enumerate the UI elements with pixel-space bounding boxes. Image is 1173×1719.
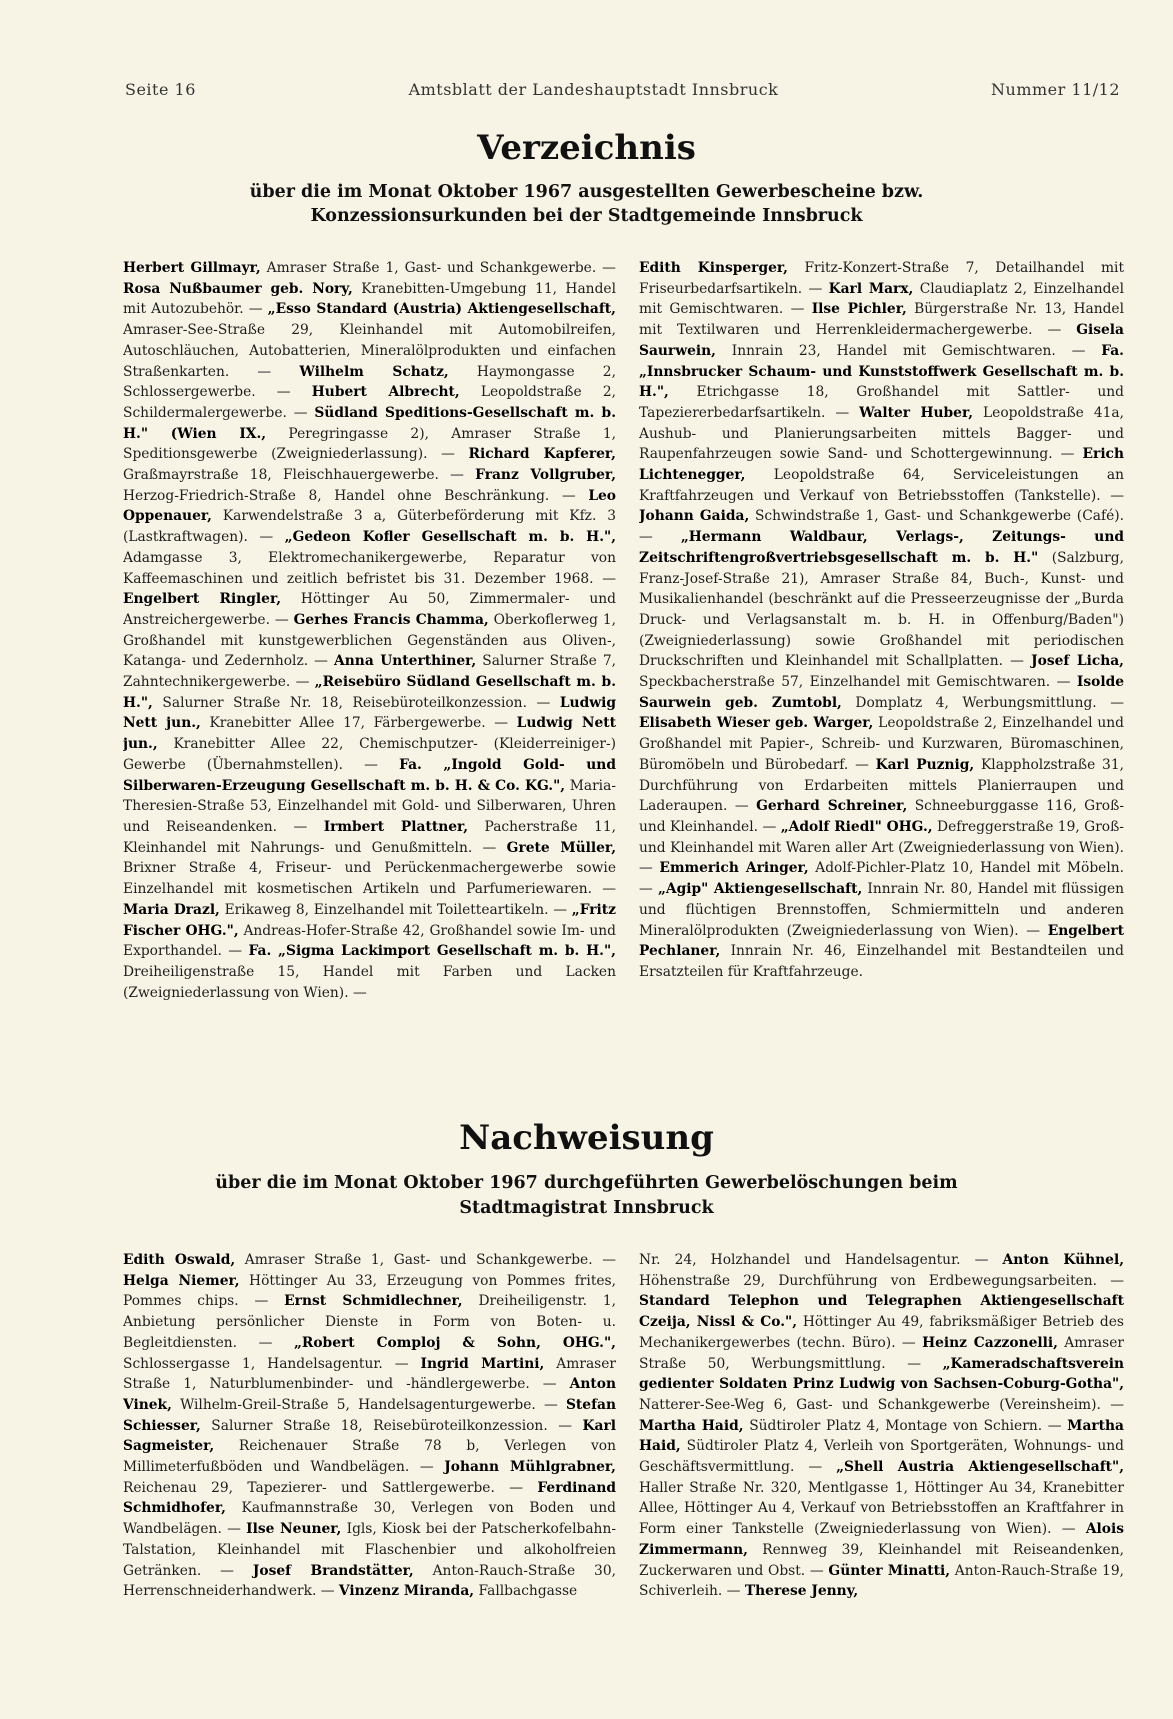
entry-name: Edith Kinsperger, [639,260,788,276]
entry [123,260,616,276]
entry-text: Graßmayrstraße 18, Fleischhauergewerbe. — [123,467,476,484]
entry [745,1583,858,1599]
entry-name: Therese Jenny, [744,1583,859,1600]
entry [639,1418,1067,1434]
entry-name: Maria Drazl, [123,901,220,918]
entry-name: „Shell Austria Aktiengesellschaft", [836,1459,1124,1476]
entry-name: Grete Müller, [506,839,616,856]
entry-name: Fa. „Innsbrucker Schaum- und Kunststoffwerk Gesellschaft m. b. H.", [639,342,1124,401]
entry-text: Oberkoflerweg 1, Großhandel mit kunstgewerblichen Gegenständen aus Oliven-, Katanga- und Zedernholz. — [123,611,616,670]
entry-text: Igls, Kiosk bei der Patscherkofelbahn-Talstation, Kleinhandel mit Flaschenbier und alkoholfreien Getränken. — [123,1521,616,1579]
entry-text: Erikaweg 8, Einzelhandel mit Toiletteartikeln. — [219,901,572,918]
entry-name: Alois Zimmermann, [639,1521,1124,1558]
nachweisung-right-column [639,1250,1124,1660]
entry-name: Südland Speditions-Gesellschaft m. b. H." (Wien IX., [123,404,616,442]
entry-name: „Adolf Riedl" OHG., [780,818,933,835]
entry-text: Peregringasse 2), Amraser Straße 1, Speditionsgewerbe (Zweigniederlassung). — [123,425,616,463]
entry-text: Höttinger Au 50, Zimmermaler- und Anstreichergewerbe. — [123,591,616,628]
entry-text: Natterer-See-Weg 6, Gast- und Schankgewerbe (Vereinsheim). — [639,1396,1124,1413]
entry-name: Gisela Saurwein, [639,322,1124,359]
entry-name: Ingrid Martini, [420,1355,545,1372]
entry-text: Höttinger Au 49, fabriksmäßiger Betrieb des Mechanikergewerbes (techn. Büro). — [639,1314,1124,1351]
entry-name: Helga Niemer, [123,1272,240,1289]
entry-name: Ernst Schmidlechner, [284,1293,463,1310]
entry-text: Höhenstraße 29, Durchführung von Erdbewegungsarbeiten. — [639,1272,1124,1289]
entry-name: Hubert Albrecht, [311,384,460,401]
entry-text: Kranebitten-Umgebung 11, Handel mit Autozubehör. — [123,280,616,318]
entry-text: Amraser Straße 1, Gast- und Schankgewerbe. — [260,260,616,276]
entry-name: Edith Oswald, [123,1252,236,1268]
entry [123,1252,616,1268]
entry-name: Anton Vinek, [123,1376,616,1413]
entry-text: Rennweg 39, Kleinhandel mit Reiseandenken, Zuckerwaren und Obst. — [639,1541,1124,1579]
entry-text: Südtiroler Platz 4, Verleih von Sportgeräten, Wohnungs- und Geschäftsvermittlung. — [639,1438,1124,1476]
entry-name: Anton Kühnel, [1002,1252,1124,1268]
entry-name: „Agip" Aktiengesellschaft, [657,881,863,898]
entry-text: Amraser Straße 1, Gast- und Schankgewerbe. — [235,1252,616,1268]
entry-name: Gerhes Francis Chamma, [293,611,489,628]
nachweisung-subtitle-2: Stadtmagistrat Innsbruck [459,1198,714,1218]
entry-text: Innrain 23, Handel mit Gemischtwaren. — [715,342,1102,359]
entry-text: Leopoldstraße 2, Einzelhandel und Großhandel mit Papier-, Schreib- und Kurzwaren, Büromaschinen, Büromöbeln und Bürobedarf. — [639,715,1124,773]
entry-text: Bürgerstraße Nr. 13, Handel mit Textilwaren und Herrenkleidermachergewerbe. — [639,301,1124,339]
entry-name: Josef Brandstätter, [252,1562,414,1579]
entry-name: Standard Telephon und Telegraphen Aktiengesellschaft Czeija, Nissl & Co.", [639,1293,1124,1331]
entry-name: Josef Licha, [1031,653,1124,670]
entry-text: Andreas-Hofer-Straße 42, Großhandel sowie Im- und Exporthandel. — [123,922,616,960]
entry-name: Heinz Cazzonelli, [922,1334,1058,1351]
entry-text: Salurner Straße 18, Reisebüroteilkonzession. — [200,1417,583,1434]
entry-name: „Gedeon Kofler Gesellschaft m. b. H.", [284,529,616,546]
entry-name: Franz Vollgruber, [475,467,616,484]
entry-name: Ilse Pichler, [811,301,907,318]
verzeichnis-right-column [639,258,1124,1033]
entry-name: Karl Sagmeister, [123,1417,616,1455]
entry-name: Ludwig Nett jun., [123,715,616,753]
page-header [125,80,1120,99]
entry-text: Brixner Straße 4, Friseur- und Perückenmachergewerbe sowie Einzelhandel mit kosmetischen Artikeln und Parfumeriewaren. — [123,860,616,898]
entry-text: Anton-Rauch-Straße 19, Schiverleih. — [639,1562,1124,1600]
entry-name: Walter Huber, [859,404,974,421]
entry-text: Innrain Nr. 80, Handel mit flüssigen und flüchtigen Brennstoffen, Schmiermitteln und anderen Mineralölprodukten (Zweigniederlassung von Wien). — [639,881,1124,939]
entry-name: Fa. „Sigma Lackimport Gesellschaft m. b. H.", [248,943,616,960]
entry-text: Leopoldstraße 2, Schildermalergewerbe. — [123,384,616,421]
entry-name: Gerhard Schreiner, [756,798,908,815]
entry-name: „Reisebüro Südland Gesellschaft m. b. H.", [123,674,616,711]
nachweisung-subtitle-1: über die im Monat Oktober 1967 durchgeführten Gewerbelöschungen beim [215,1173,958,1193]
entry-text: Etrichgasse 18, Großhandel mit Sattler- und Tapeziererbedarfsartikeln. — [639,384,1124,421]
nachweisung-title: Nachweisung [459,1118,714,1158]
entry-name: Irmbert Plattner, [323,818,469,835]
entry-text: Schlossergasse 1, Handelsagentur. — [123,1355,421,1372]
entry-name: Günter Minatti, [828,1562,951,1579]
entry [123,902,572,918]
page-number: Seite 16 [125,80,196,99]
entry-text: Schwindstraße 1, Gast- und Schankgewerbe (Café). — [639,508,1124,546]
entry-name: „Fritz Fischer OHG.", [123,901,616,939]
entry-name: Ilse Neuner, [246,1521,342,1538]
entry-text: Haller Straße Nr. 320, Mentlgasse 1, Höttinger Au 34, Kranebitter Allee, Höttinger Au 4, Verkauf von Betriebsstoffen an Kraftfahrer in Form einer Tankstelle (Zweigniederlassung von Wien). — [639,1479,1124,1538]
entry-name: Ferdinand Schmidhofer, [123,1479,616,1517]
entry-text: Reichenauer Straße 78 b, Verlegen von Millimeterfußböden und Wandbelägen. — [123,1438,616,1476]
entry-text: Salurner Straße Nr. 18, Reisebüroteilkonzession. — [152,694,560,711]
entry-name: Engelbert Ringler, [123,591,282,608]
entry-name: Elisabeth Wieser geb. Warger, [639,715,874,732]
entry-text: Adolf-Pichler-Platz 10, Handel mit Möbeln. — [639,860,1124,898]
entry-text: Höttinger Au 33, Erzeugung von Pommes frites, Pommes chips. — [123,1272,616,1310]
entry-name: Stefan Schiesser, [123,1396,616,1434]
entry-name: Johann Mühlgrabner, [444,1459,616,1476]
entry-name: Johann Gaida, [639,508,750,525]
entry-text: Anton-Rauch-Straße 30, Herrenschneiderhandwerk. — [123,1562,616,1600]
entry-name: „Robert Comploj & Sohn, OHG.", [293,1334,616,1351]
entry-name: Erich Lichtenegger, [639,446,1124,484]
entry-name: Herbert Gillmayr, [123,260,261,276]
entry-text: Adamgasse 3, Elektromechanikergewerbe, Reparatur von Kaffeemaschinen und zeitlich befristet bis 31. Dezember 1968. — [123,549,616,587]
entry-text: Claudiaplatz 2, Einzelhandel mit Gemischtwaren. — [639,280,1124,318]
nachweisung-left-column [123,1250,616,1660]
entry-name: Anna Unterthiner, [334,653,477,670]
entry-name: Richard Kapferer, [468,446,616,463]
entry-name: Fa. „Ingold Gold- und Silberwaren-Erzeugung Gesellschaft m. b. H. & Co. KG.", [123,756,616,794]
verzeichnis-left-column [123,258,616,1033]
entry-text: Speckbacherstraße 57, Einzelhandel mit Gemischtwaren. — [639,674,1077,691]
entry [639,1252,1003,1268]
entry-name: Karl Puznig, [875,756,975,773]
entry-name: Leo Oppenauer, [123,487,616,525]
entry-text: Amraser-See-Straße 29, Kleinhandel mit Automobilreifen, Autoschläuchen, Autobatterien, Mineralölprodukten und einfachen Straßenkarten. — [123,322,616,380]
entry-name: Ludwig Nett jun., [123,694,616,732]
entry-text: Pacherstraße 11, Kleinhandel mit Nahrungs- und Genußmitteln. — [123,818,616,856]
entry-name: Wilhelm Schatz, [299,363,449,380]
entry-text: Kranebitter Allee 17, Färbergewerbe. — [200,715,517,732]
entry-name: Karl Marx, [828,280,914,297]
entry-text: Klappholzstraße 31, Durchführung von Erdarbeiten mittels Planierraupen und Laderaupen. — [639,756,1124,815]
entry-text: Innrain Nr. 46, Einzelhandel mit Bestandteilen und Ersatzteilen für Kraftfahrzeuge. [639,943,1124,980]
entry-text: Kaufmannstraße 30, Verlegen von Boden und Wandbelägen. — [123,1500,616,1538]
verzeichnis-subtitle-1: über die im Monat Oktober 1967 ausgestellten Gewerbescheine bzw. [249,182,924,202]
verzeichnis-subtitle-2: Konzessionsurkunden bei der Stadtgemeinde Innsbruck [310,206,863,226]
entry-text: Salurner Straße 7, Zahntechnikergewerbe. — [123,653,616,691]
entry-text: Fallbachgasse [474,1583,578,1600]
entry [339,1583,577,1599]
entry-name: Rosa Nußbaumer geb. Nory, [123,280,353,297]
issue-number: Nummer 11/12 [991,80,1120,99]
entry-text: Dreiheiligenstraße 15, Handel mit Farben und Lacken (Zweigniederlassung von Wien). — [123,963,616,1001]
entry-name: Engelbert Pechlaner, [639,922,1124,960]
entry-text: Defreggerstraße 19, Groß- und Kleinhandel mit Waren aller Art (Zweigniederlassung von Wien). — [639,818,1124,877]
entry-text: Leopoldstraße 64, Serviceleistungen an Kraftfahrzeugen und Verkauf von Betriebsstoffen (Tankstelle). — [639,467,1124,504]
entry-name: Emmerich Aringer, [659,860,809,877]
publication-title: Amtsblatt der Landeshauptstadt Innsbruck [408,80,779,99]
entry-text: Leopoldstraße 41a, Aushub- und Planierungsarbeiten mittels Bagger- und Raupenfahrzeugen sowie Sand- und Schottergewinnung. — [639,404,1124,463]
entry-text: Reichenau 29, Tapezierer- und Sattlergewerbe. — [123,1479,538,1496]
entry-text: Kranebitter Allee 22, Chemischputzer- (Kleiderreiniger-) Gewerbe (Übernahmstellen). — [123,736,616,773]
entry-text: (Salzburg, Franz-Josef-Straße 21), Amraser Straße 84, Buch-, Kunst- und Musikalienhandel (beschränkt auf die Presseerzeugnisse der „Burda Druck- und Verlagsanstalt m. b. H. in Offenburg/Baden") (Zweigniederlassung) sowie Großhandel mit periodischen Druckschriften und Kleinhandel mit Schallplatten. — [639,549,1124,670]
entry-text: Herzog-Friedrich-Straße 8, Handel ohne Beschränkung. — [123,487,589,504]
entry-text: Fritz-Konzert-Straße 7, Detailhandel mit Friseurbedarfsartikeln. — [639,260,1124,297]
entry [639,529,1124,669]
entry-text: Dreiheiligenstr. 1, Anbietung persönlicher Dienste in Form von Boten- u. Begleitdiensten. — [123,1293,616,1351]
entry-text: Haymongasse 2, Schlossergewerbe. — [123,363,616,401]
entry-name: „Kameradschaftsverein gedienter Soldaten Prinz Ludwig von Sachsen-Coburg-Gotha", [639,1355,1124,1393]
entry-name: Martha Haid, [639,1417,1124,1455]
entry-name: Martha Haid, [639,1417,744,1434]
entry-name: „Hermann Waldbaur, Verlags-, Zeitungs- und Zeitschriftengroßvertriebsgesellschaft m. b. H." [639,529,1124,566]
entry-text: Amraser Straße 1, Naturblumenbinder- und -händlergewerbe. — [123,1355,616,1393]
verzeichnis-title: Verzeichnis [477,128,696,168]
entry-text: Nr. 24, Holzhandel und Handelsagentur. — [639,1252,1003,1268]
entry-text: Karwendelstraße 3 a, Güterbeförderung mit Kfz. 3 (Lastkraftwagen). — [123,508,616,546]
entry-name: Vinzenz Miranda, [338,1583,475,1600]
entry-text: Amraser Straße 50, Werbungsmittlung. — [639,1334,1124,1372]
entry-name: Isolde Saurwein geb. Zumtobl, [639,674,1124,711]
entry-text: Maria-Theresien-Straße 53, Einzelhandel mit Gold- und Silberwaren, Uhren und Reiseandenken. — [123,777,616,835]
entry-text: Domplatz 4, Werbungsmittlung. — [841,694,1124,711]
entry-name: „Esso Standard (Austria) Aktiengesellschaft, [267,301,616,318]
entry-text: Wilhelm-Greil-Straße 5, Handelsagenturgewerbe. — [171,1396,566,1413]
entry-text: Schneeburggasse 116, Groß- und Kleinhandel. — [639,798,1124,835]
entry-text: Südtiroler Platz 4, Montage von Schiern. — [743,1417,1068,1434]
